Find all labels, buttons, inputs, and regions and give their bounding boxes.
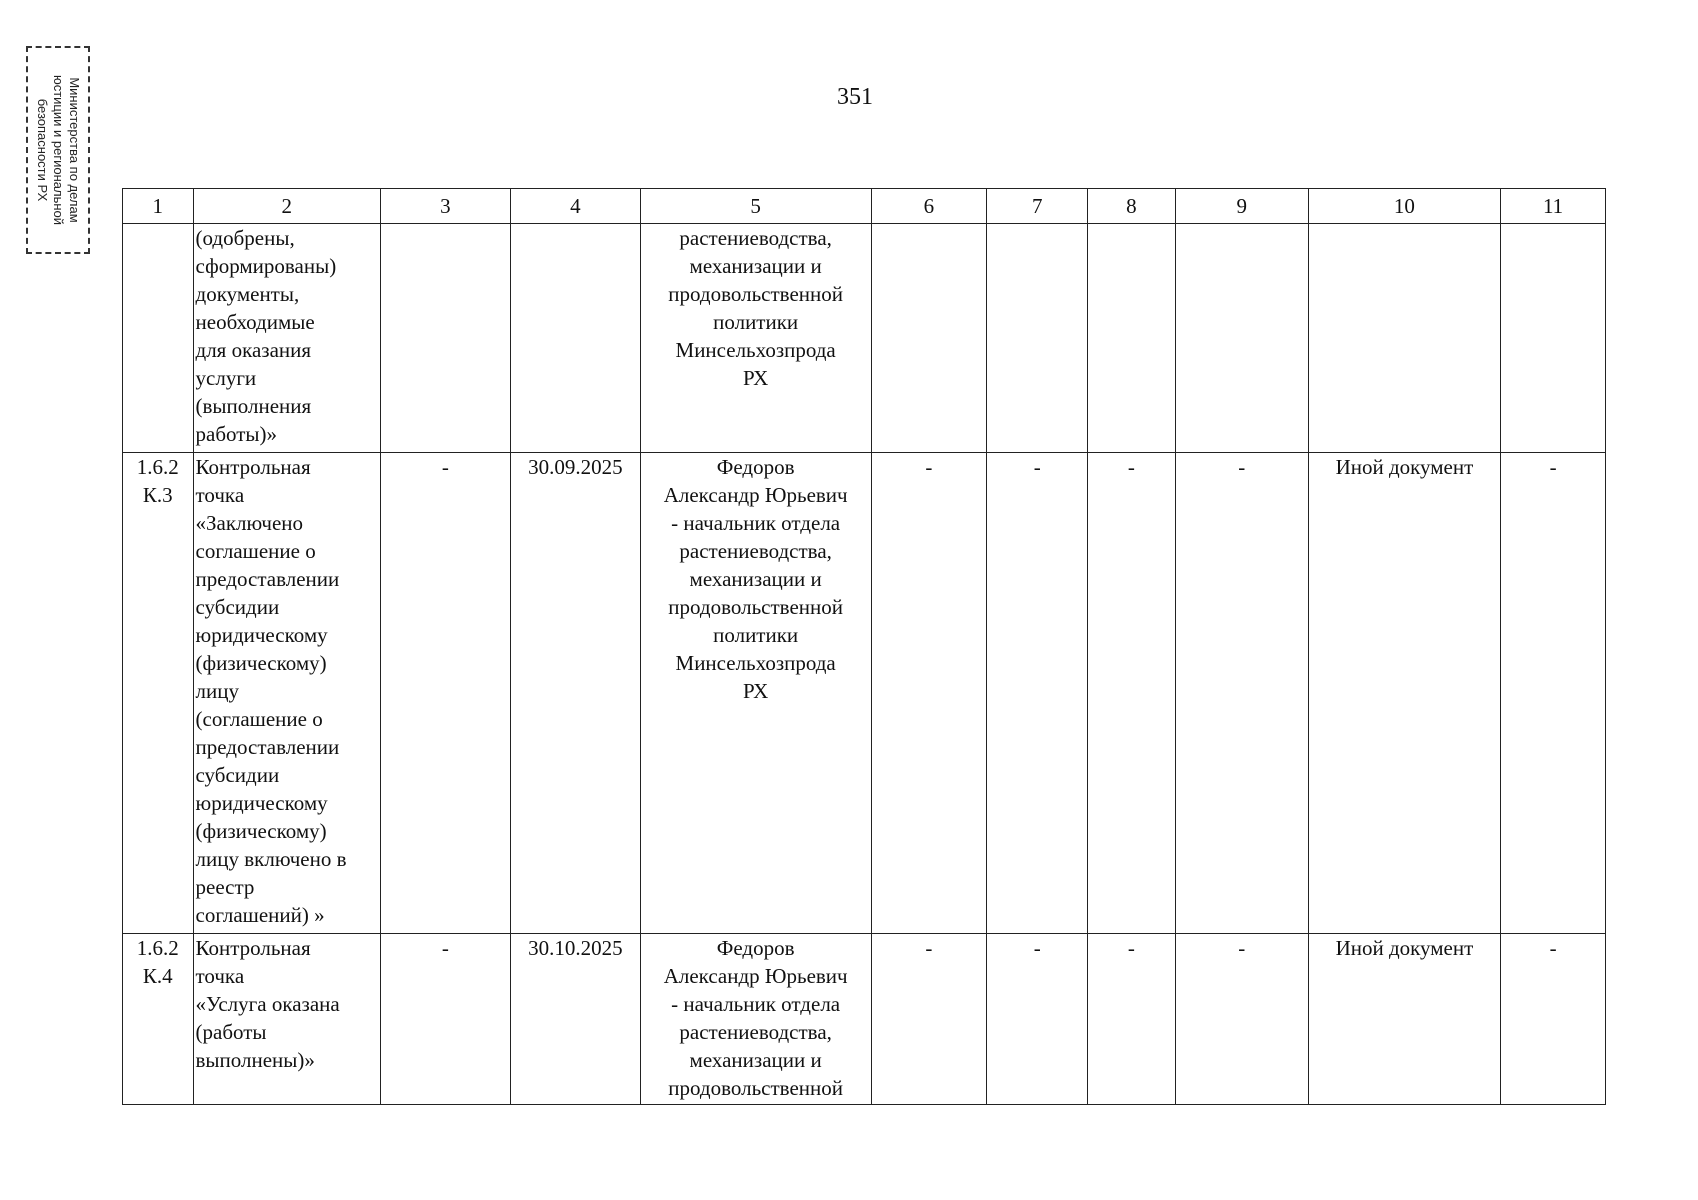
column-header: 10 <box>1308 189 1500 224</box>
row-number: 1.6.2 К.4 <box>123 934 194 1105</box>
cell-col8: - <box>1088 453 1176 934</box>
cell-col4: 30.10.2025 <box>510 934 640 1105</box>
cell-col11: - <box>1501 453 1606 934</box>
cell-col6 <box>871 224 987 453</box>
row-name: Контрольная точка «Услуга оказана (работы выполнены)» <box>193 934 380 1105</box>
column-header: 5 <box>640 189 871 224</box>
column-header: 11 <box>1501 189 1606 224</box>
stamp-text: Министерства по делам юстиции и региональной безопасности РХ <box>35 74 82 226</box>
column-header: 7 <box>987 189 1088 224</box>
column-header: 8 <box>1088 189 1176 224</box>
table-row <box>123 934 1606 1105</box>
cell-responsible: растениеводства, механизации и продовольственной политики Минсельхозпрода РХ <box>640 224 871 453</box>
header-row <box>123 189 1606 224</box>
cell-responsible: Федоров Александр Юрьевич - начальник отдела растениеводства, механизации и продовольственной политики Минсельхозпрода РХ <box>640 453 871 934</box>
cell-col8 <box>1088 224 1176 453</box>
table-row <box>123 224 1606 453</box>
cell-col6: - <box>871 934 987 1105</box>
cell-col11 <box>1501 224 1606 453</box>
column-header: 2 <box>193 189 380 224</box>
row-number <box>123 224 194 453</box>
cell-col7 <box>987 224 1088 453</box>
cell-col3: - <box>380 453 510 934</box>
page-number: 351 <box>837 84 873 110</box>
cell-col11: - <box>1501 934 1606 1105</box>
column-header: 4 <box>510 189 640 224</box>
registration-stamp <box>26 46 90 254</box>
cell-col9: - <box>1175 934 1308 1105</box>
cell-col10: Иной документ <box>1308 934 1500 1105</box>
cell-col10: Иной документ <box>1308 453 1500 934</box>
cell-col4: 30.09.2025 <box>510 453 640 934</box>
cell-col3: - <box>380 934 510 1105</box>
cell-col8: - <box>1088 934 1176 1105</box>
cell-col10 <box>1308 224 1500 453</box>
column-header: 9 <box>1175 189 1308 224</box>
cell-col7: - <box>987 934 1088 1105</box>
cell-col9: - <box>1175 453 1308 934</box>
cell-col7: - <box>987 453 1088 934</box>
column-header: 1 <box>123 189 194 224</box>
cell-col3 <box>380 224 510 453</box>
cell-col4 <box>510 224 640 453</box>
table-row <box>123 453 1606 934</box>
column-header: 6 <box>871 189 987 224</box>
column-header: 3 <box>380 189 510 224</box>
row-name: Контрольная точка «Заключено соглашение о предоставлении субсидии юридическому (физическому) лицу (соглашение о предоставлении субсидии юридическому (физическому) лицу включено в реестр соглашений) » <box>193 453 380 934</box>
cell-responsible: Федоров Александр Юрьевич - начальник отдела растениеводства, механизации и продовольственной <box>640 934 871 1105</box>
row-number: 1.6.2 К.3 <box>123 453 194 934</box>
cell-col6: - <box>871 453 987 934</box>
plan-table <box>122 188 1606 1105</box>
row-name: (одобрены, сформированы) документы, необходимые для оказания услуги (выполнения работы)» <box>193 224 380 453</box>
cell-col9 <box>1175 224 1308 453</box>
